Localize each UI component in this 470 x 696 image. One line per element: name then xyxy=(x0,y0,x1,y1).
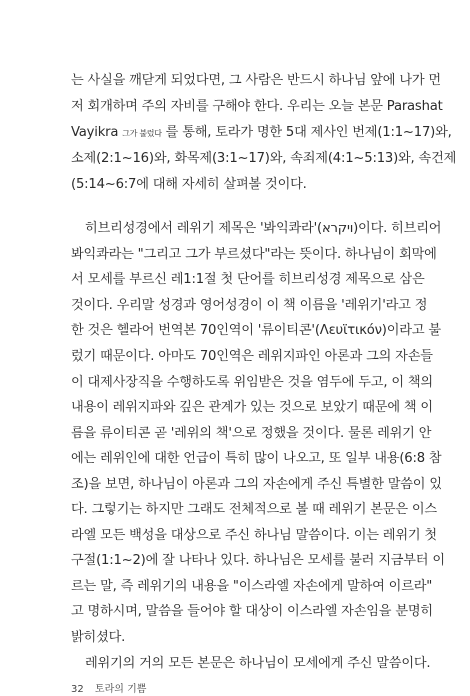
text-line: 구절(1:1~2)에 잘 나타나 있다. 하나님은 모세를 불러 지금부터 이 xyxy=(71,553,445,568)
page-number: 32 xyxy=(71,684,84,695)
page-footer xyxy=(71,680,146,695)
text-line xyxy=(71,124,452,143)
text-line: 이 대제사장직을 수행하도록 위임받은 것을 염두에 두고, 이 책의 xyxy=(71,375,433,390)
text-line: 것이다. 우리말 성경과 영어성경이 이 책 이름을 '레위기'라고 정 xyxy=(71,298,428,313)
text-segment: Vayikra xyxy=(71,125,123,140)
text-line: 름을 류이티콘 곧 '레위의 책'으로 정했을 것이다. 물론 레위기 안 xyxy=(71,426,432,441)
text-line: 한 것은 헬라어 번역본 70인역이 '류이티콘'(Λευϊτικόν)이라고 불 xyxy=(71,323,441,338)
text-line: 조)을 보면, 하나님이 아론과 그의 자손에게 주신 특별한 말씀이 있 xyxy=(71,477,442,492)
text-segment: 를 통해, 토라가 명한 5대 제사인 번제(1:1~17)와, xyxy=(161,125,452,140)
text-line: 고 명하시며, 말씀을 들어야 할 대상이 이스라엘 자손임을 분명히 xyxy=(71,604,433,619)
running-title: 토라의 기쁨 xyxy=(94,684,147,695)
text-line: 서 모세를 부르신 레1:1절 첫 단어를 히브리성경 제목으로 삼은 xyxy=(71,272,425,287)
text-line: 렀기 때문이다. 아마도 70인역은 레위지파인 아론과 그의 자손들 xyxy=(71,349,433,364)
text-line: 레위기의 거의 모든 본문은 하나님이 모세에게 주신 말씀이다. xyxy=(85,656,431,671)
text-line: 소제(2:1~16)와, 화목제(3:1~17)와, 속죄제(4:1~5:13)와, 속건제 xyxy=(71,151,457,166)
text-line: 히브리성경에서 레위기 제목은 '봐익콰라'(ויקרא)이다. 히브리어 xyxy=(85,221,442,236)
text-line: 라엘 모든 백성을 대상으로 주신 하나님 말씀이다. 이는 레위기 첫 xyxy=(71,528,437,543)
text-line: 저 회개하며 주의 자비를 구해야 한다. 우리는 오늘 본문 Parashat xyxy=(71,99,443,114)
gloss-annotation: 그가 불렀다 xyxy=(122,129,162,138)
text-line: 내용이 레위지파와 깊은 관계가 있는 것으로 보았기 때문에 책 이 xyxy=(71,400,433,415)
text-line: (5:14~6:7에 대해 자세히 살펴볼 것이다. xyxy=(71,177,307,192)
text-line: 밝히셨다. xyxy=(71,630,126,645)
text-line: 는 사실을 깨닫게 되었다면, 그 사람은 반드시 하나님 앞에 나가 먼 xyxy=(71,73,441,88)
text-line: 봐익콰라는 "그리고 그가 부르셨다"라는 뜻이다. 하나님이 회막에 xyxy=(71,247,437,262)
text-line: 다. 그렇기는 하지만 그래도 전체적으로 볼 때 레위기 본문은 이스 xyxy=(71,502,437,517)
text-line: 르는 말, 즉 레위기의 내용을 "이스라엘 자손에게 말하여 이르라" xyxy=(71,579,433,594)
text-line: 에는 레위인에 대한 언급이 특히 많이 나오고, 또 일부 내용(6:8 참 xyxy=(71,451,442,466)
